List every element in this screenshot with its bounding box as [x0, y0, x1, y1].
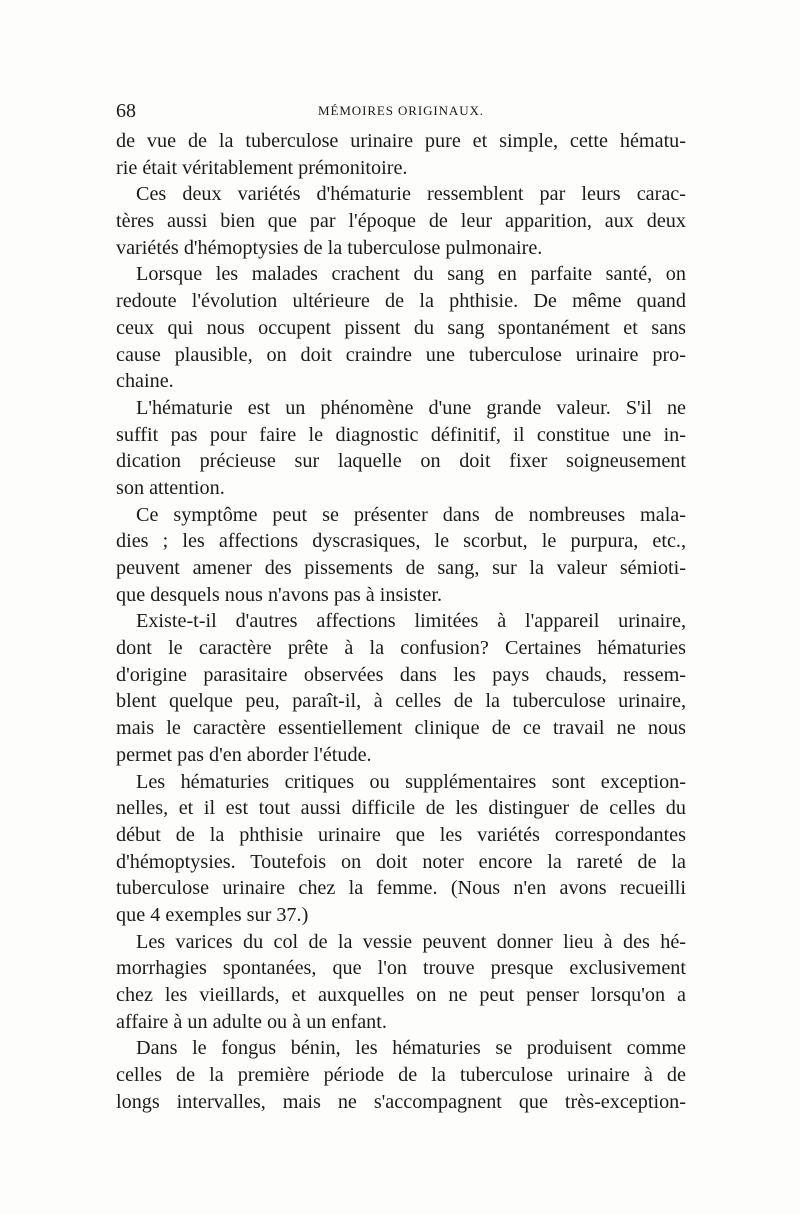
- text-line: blent quelque peu, paraît-il, à celles de la tuberculose urinaire,: [116, 690, 686, 713]
- paragraph-start: Les hématuries critiques ou supplémentaires sont exception-: [136, 770, 686, 793]
- paragraph-start: Lorsque les malades crachent du sang en parfaite santé, on: [136, 263, 686, 286]
- text-line: chaine.: [116, 370, 174, 393]
- text-line: chez les vieillards, et auxquelles on ne peut penser lorsqu'on a: [116, 984, 686, 1006]
- text-line: permet pas d'en aborder l'étude.: [116, 743, 372, 766]
- text-line: rie était véritablement prémonitoire.: [116, 156, 408, 179]
- text-line: son attention.: [116, 476, 225, 499]
- paragraph-start: Dans le fongus bénin, les hématuries se produisent comme: [136, 1037, 686, 1060]
- text-line: tuberculose urinaire chez la femme. (Nous n'en avons recueilli: [116, 877, 686, 900]
- text-line: dont le caractère prête à la confusion? Certaines hématuries: [116, 637, 686, 660]
- text-line: mais le caractère essentiellement clinique de ce travail ne nous: [116, 717, 686, 740]
- text-line: celles de la première période de la tuberculose urinaire à de: [116, 1064, 686, 1087]
- text-line: d'origine parasitaire observées dans les pays chauds, ressem-: [116, 663, 686, 686]
- running-head: MÉMOIRES ORIGINAUX.: [318, 103, 484, 118]
- text-line: peuvent amener des pissements de sang, sur la valeur sémioti-: [116, 557, 686, 579]
- text-line: cause plausible, on doit craindre une tuberculose urinaire pro-: [116, 343, 686, 366]
- body-text: [116, 128, 686, 1115]
- text-line: que desquels nous n'avons pas à insister.: [116, 583, 443, 606]
- text-line: tères aussi bien que par l'époque de leur apparition, aux deux: [116, 210, 686, 233]
- text-line: de vue de la tuberculose urinaire pure et simple, cette hématu-: [116, 130, 686, 152]
- text-line: longs intervalles, mais ne s'accompagnent que très-exception-: [116, 1090, 686, 1113]
- paragraph-start: Ces deux variétés d'hématurie ressemblent par leurs carac-: [136, 183, 686, 206]
- text-line: d'hémoptysies. Toutefois on doit noter encore la rareté de la: [116, 850, 686, 873]
- text-line: dication précieuse sur laquelle on doit fixer soigneusement: [116, 450, 686, 473]
- text-line: morrhagies spontanées, que l'on trouve presque exclusivement: [116, 957, 686, 980]
- text-line: redoute l'évolution ultérieure de la phthisie. De même quand: [116, 290, 686, 313]
- text-line: suffit pas pour faire le diagnostic définitif, il constitue une in-: [116, 423, 686, 446]
- text-line: début de la phthisie urinaire que les variétés correspondantes: [116, 823, 686, 846]
- page-header: [116, 98, 686, 124]
- text-line: affaire à un adulte ou à un enfant.: [116, 1010, 387, 1033]
- text-line: que 4 exemples sur 37.): [116, 903, 309, 926]
- paragraph-start: Ce symptôme peut se présenter dans de nombreuses mala-: [136, 503, 686, 526]
- text-line: nelles, et il est tout aussi difficile de les distinguer de celles du: [116, 797, 686, 820]
- paragraph-start: Les varices du col de la vessie peuvent donner lieu à des hé-: [136, 930, 686, 953]
- text-line: dies ; les affections dyscrasiques, le scorbut, le purpura, etc.,: [116, 530, 686, 553]
- paragraph-start: Existe-t-il d'autres affections limitées à l'appareil urinaire,: [136, 610, 686, 633]
- text-line: ceux qui nous occupent pissent du sang spontanément et sans: [116, 316, 686, 339]
- paragraph-start: L'hématurie est un phénomène d'une grande valeur. S'il ne: [136, 396, 686, 419]
- text-line: variétés d'hémoptysies de la tuberculose pulmonaire.: [116, 236, 543, 259]
- page-number: 68: [116, 100, 136, 122]
